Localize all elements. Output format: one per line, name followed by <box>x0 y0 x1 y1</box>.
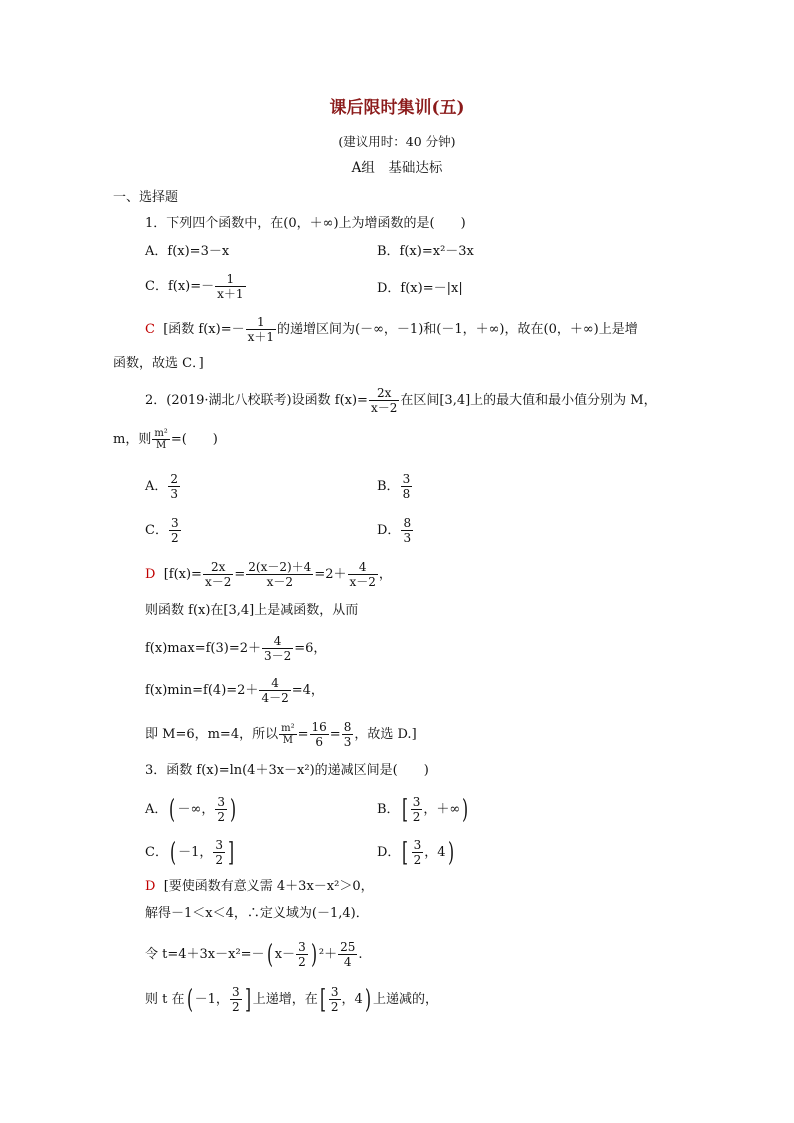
q2-s5-fraction2 <box>310 720 329 749</box>
left-paren-glyph: ( <box>266 939 273 970</box>
q2-b-numerator: 3 <box>402 472 411 486</box>
q3-a-denominator: 2 <box>217 810 226 824</box>
q3-s4-end: 上递减的， <box>372 992 438 1007</box>
q2-option-b <box>377 472 413 501</box>
q3-option-d-label: D． <box>377 845 401 860</box>
q3-d-right: ，4 <box>424 845 446 860</box>
q2-s5-num2: 16 <box>311 720 327 734</box>
q2-option-d-fraction <box>401 516 413 545</box>
q2-s5-den3: 3 <box>343 735 352 749</box>
q1-c-denominator: x＋1 <box>217 287 244 301</box>
q1-answer <box>145 315 638 344</box>
q3-s4-left: －1， <box>194 992 229 1007</box>
q2-s1-num2: 2(x－2)＋4 <box>248 560 312 574</box>
right-paren-glyph: ) <box>462 794 469 825</box>
q2-solution-line5 <box>145 720 417 749</box>
q2-s5-end: ，故选 D.] <box>354 727 417 742</box>
q1-option-d: D．f(x)=－|x| <box>377 281 463 296</box>
q2-s3-fraction <box>262 634 293 663</box>
q2-option-a-label: A． <box>145 479 168 494</box>
q2-s4-prefix: f(x)min=f(4)=2＋ <box>145 683 259 698</box>
right-paren-glyph: ) <box>230 794 237 825</box>
q2-option-a-fraction <box>168 472 180 501</box>
q2-option-b-label: B． <box>377 479 400 494</box>
q3-a-numerator: 3 <box>217 795 226 809</box>
q3-b-right: ，＋∞ <box>423 802 461 817</box>
q3-option-b-label: B． <box>377 802 400 817</box>
right-bracket-glyph: ] <box>244 984 251 1015</box>
q3-option-a-label: A． <box>145 802 168 817</box>
q2-s1-den3: x－2 <box>349 575 376 589</box>
left-bracket-glyph: [ <box>401 794 408 825</box>
q2-line2-denominator: M <box>155 440 167 451</box>
q3-s3-num1: 3 <box>298 940 306 954</box>
q3-option-a <box>145 795 238 824</box>
q2-s3-denominator: 3－2 <box>263 649 292 663</box>
q2-option-c <box>145 516 182 545</box>
q2-option-b-fraction <box>401 472 413 501</box>
q1-option-b: B．f(x)=x²－3x <box>377 244 474 259</box>
q3-a-fraction <box>215 795 227 824</box>
q3-s4-den2: 2 <box>330 1000 339 1014</box>
q2-s1-num3: 4 <box>348 560 378 575</box>
q3-stem: 3．函数 f(x)=ln(4＋3x－x²)的递减区间是( ) <box>145 763 429 778</box>
q2-option-c-label: C． <box>145 523 168 538</box>
q2-s5-fraction1 <box>279 723 297 746</box>
q2-s1-num1: 2x <box>203 560 233 575</box>
q1-stem: 1．下列四个函数中，在(0，＋∞)上为增函数的是( ) <box>145 216 466 231</box>
q3-s4-den1: 2 <box>231 1000 240 1014</box>
q3-s4-num1: 3 <box>231 985 240 999</box>
q2-answer-letter: D <box>145 567 156 582</box>
q2-s1-fraction2 <box>246 560 313 589</box>
q3-s3-inner: x－ <box>274 947 296 962</box>
q3-b-numerator: 3 <box>412 795 421 809</box>
q3-s3-fraction1 <box>296 940 308 969</box>
q2-option-c-fraction <box>169 516 181 545</box>
q3-solution-line4 <box>145 985 438 1014</box>
q3-s4-fraction2 <box>329 985 341 1014</box>
q2-stem-fraction <box>369 386 399 415</box>
q3-s4-mid: 上递增，在 <box>252 992 318 1007</box>
q2-s1-end: ， <box>378 567 392 582</box>
right-paren-glyph: ) <box>310 939 317 970</box>
q2-stem-line2 <box>113 428 218 451</box>
q2-d-numerator: 8 <box>403 516 412 530</box>
q2-s3-numerator: 4 <box>262 634 293 649</box>
q3-option-c-label: C． <box>145 845 168 860</box>
left-bracket-glyph: [ <box>319 984 326 1015</box>
q2-solution-line3 <box>145 634 326 663</box>
q3-d-denominator: 2 <box>413 853 422 867</box>
q2-stem-part2: 在区间[3,4]上的最大值和最小值分别为 M， <box>400 393 657 408</box>
q1-answer-line2: 函数，故选 C．] <box>113 356 204 371</box>
section-heading: 一、选择题 <box>113 190 179 205</box>
q3-s4-num2: 3 <box>330 985 339 999</box>
q3-c-fraction <box>213 838 225 867</box>
right-paren-glyph: ) <box>447 837 454 868</box>
q3-s3-den1: 2 <box>298 955 306 969</box>
q3-option-b <box>377 795 470 824</box>
q3-s4-right: ，4 <box>341 992 363 1007</box>
q2-stem-part1: 2．(2019·湖北八校联考)设函数 f(x)= <box>145 393 368 408</box>
q2-s1-den2: x－2 <box>266 575 293 589</box>
q1-answer-part2: 的递增区间为(－∞，－1)和(－1，＋∞)，故在(0，＋∞)上是增 <box>277 322 638 337</box>
q3-d-numerator: 3 <box>413 838 422 852</box>
left-bracket-glyph: [ <box>402 837 409 868</box>
q2-stem-line2-fraction <box>152 428 170 451</box>
q3-s1-text: [要使函数有意义需 4＋3x－x²＞0， <box>163 879 374 894</box>
q2-s5-prefix: 即 M=6，m=4，所以 <box>145 727 279 742</box>
page-title: 课后限时集训(五) <box>329 98 465 118</box>
q3-option-d <box>377 838 456 867</box>
q2-d-denominator: 3 <box>403 531 412 545</box>
q3-s3-fraction2 <box>338 940 357 969</box>
q1-option-c-prefix: C．f(x)=－ <box>145 279 215 294</box>
q2-b-denominator: 8 <box>402 487 411 501</box>
q2-stem-line2-part1: m，则 <box>113 432 152 447</box>
q3-s3-num2: 25 <box>340 940 356 954</box>
q1-answer-denominator: x＋1 <box>247 330 275 344</box>
q2-option-d <box>377 516 414 545</box>
group-label: A组 基础达标 <box>351 160 443 176</box>
left-paren-glyph: ( <box>169 837 177 868</box>
q2-s4-numerator: 4 <box>259 676 290 691</box>
q3-a-left: －∞， <box>177 802 215 817</box>
q2-stem-numerator: 2x <box>369 386 399 401</box>
q2-solution-line2: 则函数 f(x)在[3,4]上是减函数，从而 <box>145 603 359 618</box>
q3-d-fraction <box>412 838 424 867</box>
q1-c-numerator: 1 <box>215 272 245 287</box>
q1-answer-numerator: 1 <box>246 315 276 330</box>
right-paren-glyph: ) <box>364 984 371 1015</box>
q2-solution-line1 <box>145 560 392 589</box>
q2-stem-denominator: x－2 <box>370 401 398 415</box>
q2-s5-fraction3 <box>342 720 354 749</box>
q1-option-c-fraction <box>215 272 245 301</box>
q2-s5-num1: m² <box>281 723 295 734</box>
q1-answer-fraction <box>246 315 276 344</box>
q2-s4-fraction <box>259 676 290 705</box>
q2-option-d-label: D． <box>377 523 401 538</box>
q3-s3-end: . <box>358 947 363 962</box>
q2-s1-prefix: [f(x)= <box>163 567 202 582</box>
q3-c-left: －1， <box>178 845 213 860</box>
q3-s4-prefix: 则 t 在 <box>145 992 185 1007</box>
q2-s4-end: =4， <box>291 683 324 698</box>
q2-s5-den1: M <box>282 735 293 746</box>
q1-answer-part1: [函数 f(x)=－ <box>163 322 245 337</box>
q2-a-denominator: 3 <box>170 487 179 501</box>
q2-s4-denominator: 4－2 <box>261 691 289 705</box>
left-paren-glyph: ( <box>169 794 176 825</box>
q2-s3-prefix: f(x)max=f(3)=2＋ <box>145 641 261 656</box>
q3-option-c <box>145 838 236 867</box>
q2-s5-eq: = <box>297 727 309 742</box>
q3-s4-fraction1 <box>230 985 242 1014</box>
q2-s5-eq2: = <box>329 727 341 742</box>
q2-a-numerator: 2 <box>170 472 179 486</box>
q3-s3-prefix: 令 t=4＋3x－x²=－ <box>145 947 265 962</box>
q3-answer-letter: D <box>145 879 156 894</box>
left-paren-glyph: ( <box>186 984 193 1015</box>
right-bracket-glyph: ] <box>228 837 235 868</box>
q2-option-a <box>145 472 181 501</box>
q1-answer-letter: C <box>145 322 155 337</box>
q2-s3-end: =6， <box>294 641 327 656</box>
q2-solution-line4 <box>145 676 324 705</box>
q3-b-fraction <box>411 795 423 824</box>
q2-c-denominator: 2 <box>170 531 179 545</box>
q2-s5-den2: 6 <box>315 735 323 749</box>
q3-solution-line3 <box>145 940 363 969</box>
q3-c-numerator: 3 <box>215 838 224 852</box>
q2-s1-den1: x－2 <box>204 575 232 589</box>
q3-b-denominator: 2 <box>412 810 421 824</box>
q3-solution-line2: 解得－1＜x＜4，∴定义域为(－1,4)． <box>145 906 369 921</box>
q3-s3-square: ²＋ <box>318 947 338 962</box>
q3-solution-line1 <box>145 879 374 895</box>
suggested-time: (建议用时：40 分钟) <box>338 134 456 149</box>
q2-s1-equals: = <box>234 567 246 582</box>
q2-s1-mid: =2＋ <box>314 567 347 582</box>
q1-option-a: A．f(x)=3－x <box>145 244 230 259</box>
q3-s3-den2: 4 <box>343 955 352 969</box>
q2-c-numerator: 3 <box>170 516 179 530</box>
q2-s5-num3: 8 <box>343 720 352 734</box>
q2-s1-fraction3 <box>348 560 378 589</box>
q2-stem <box>145 386 657 415</box>
q1-option-c <box>145 272 247 301</box>
q2-line2-numerator: m² <box>154 428 168 439</box>
q2-s1-fraction1 <box>203 560 233 589</box>
q3-c-denominator: 2 <box>215 853 224 867</box>
q2-stem-line2-part2: =( ) <box>170 432 218 447</box>
